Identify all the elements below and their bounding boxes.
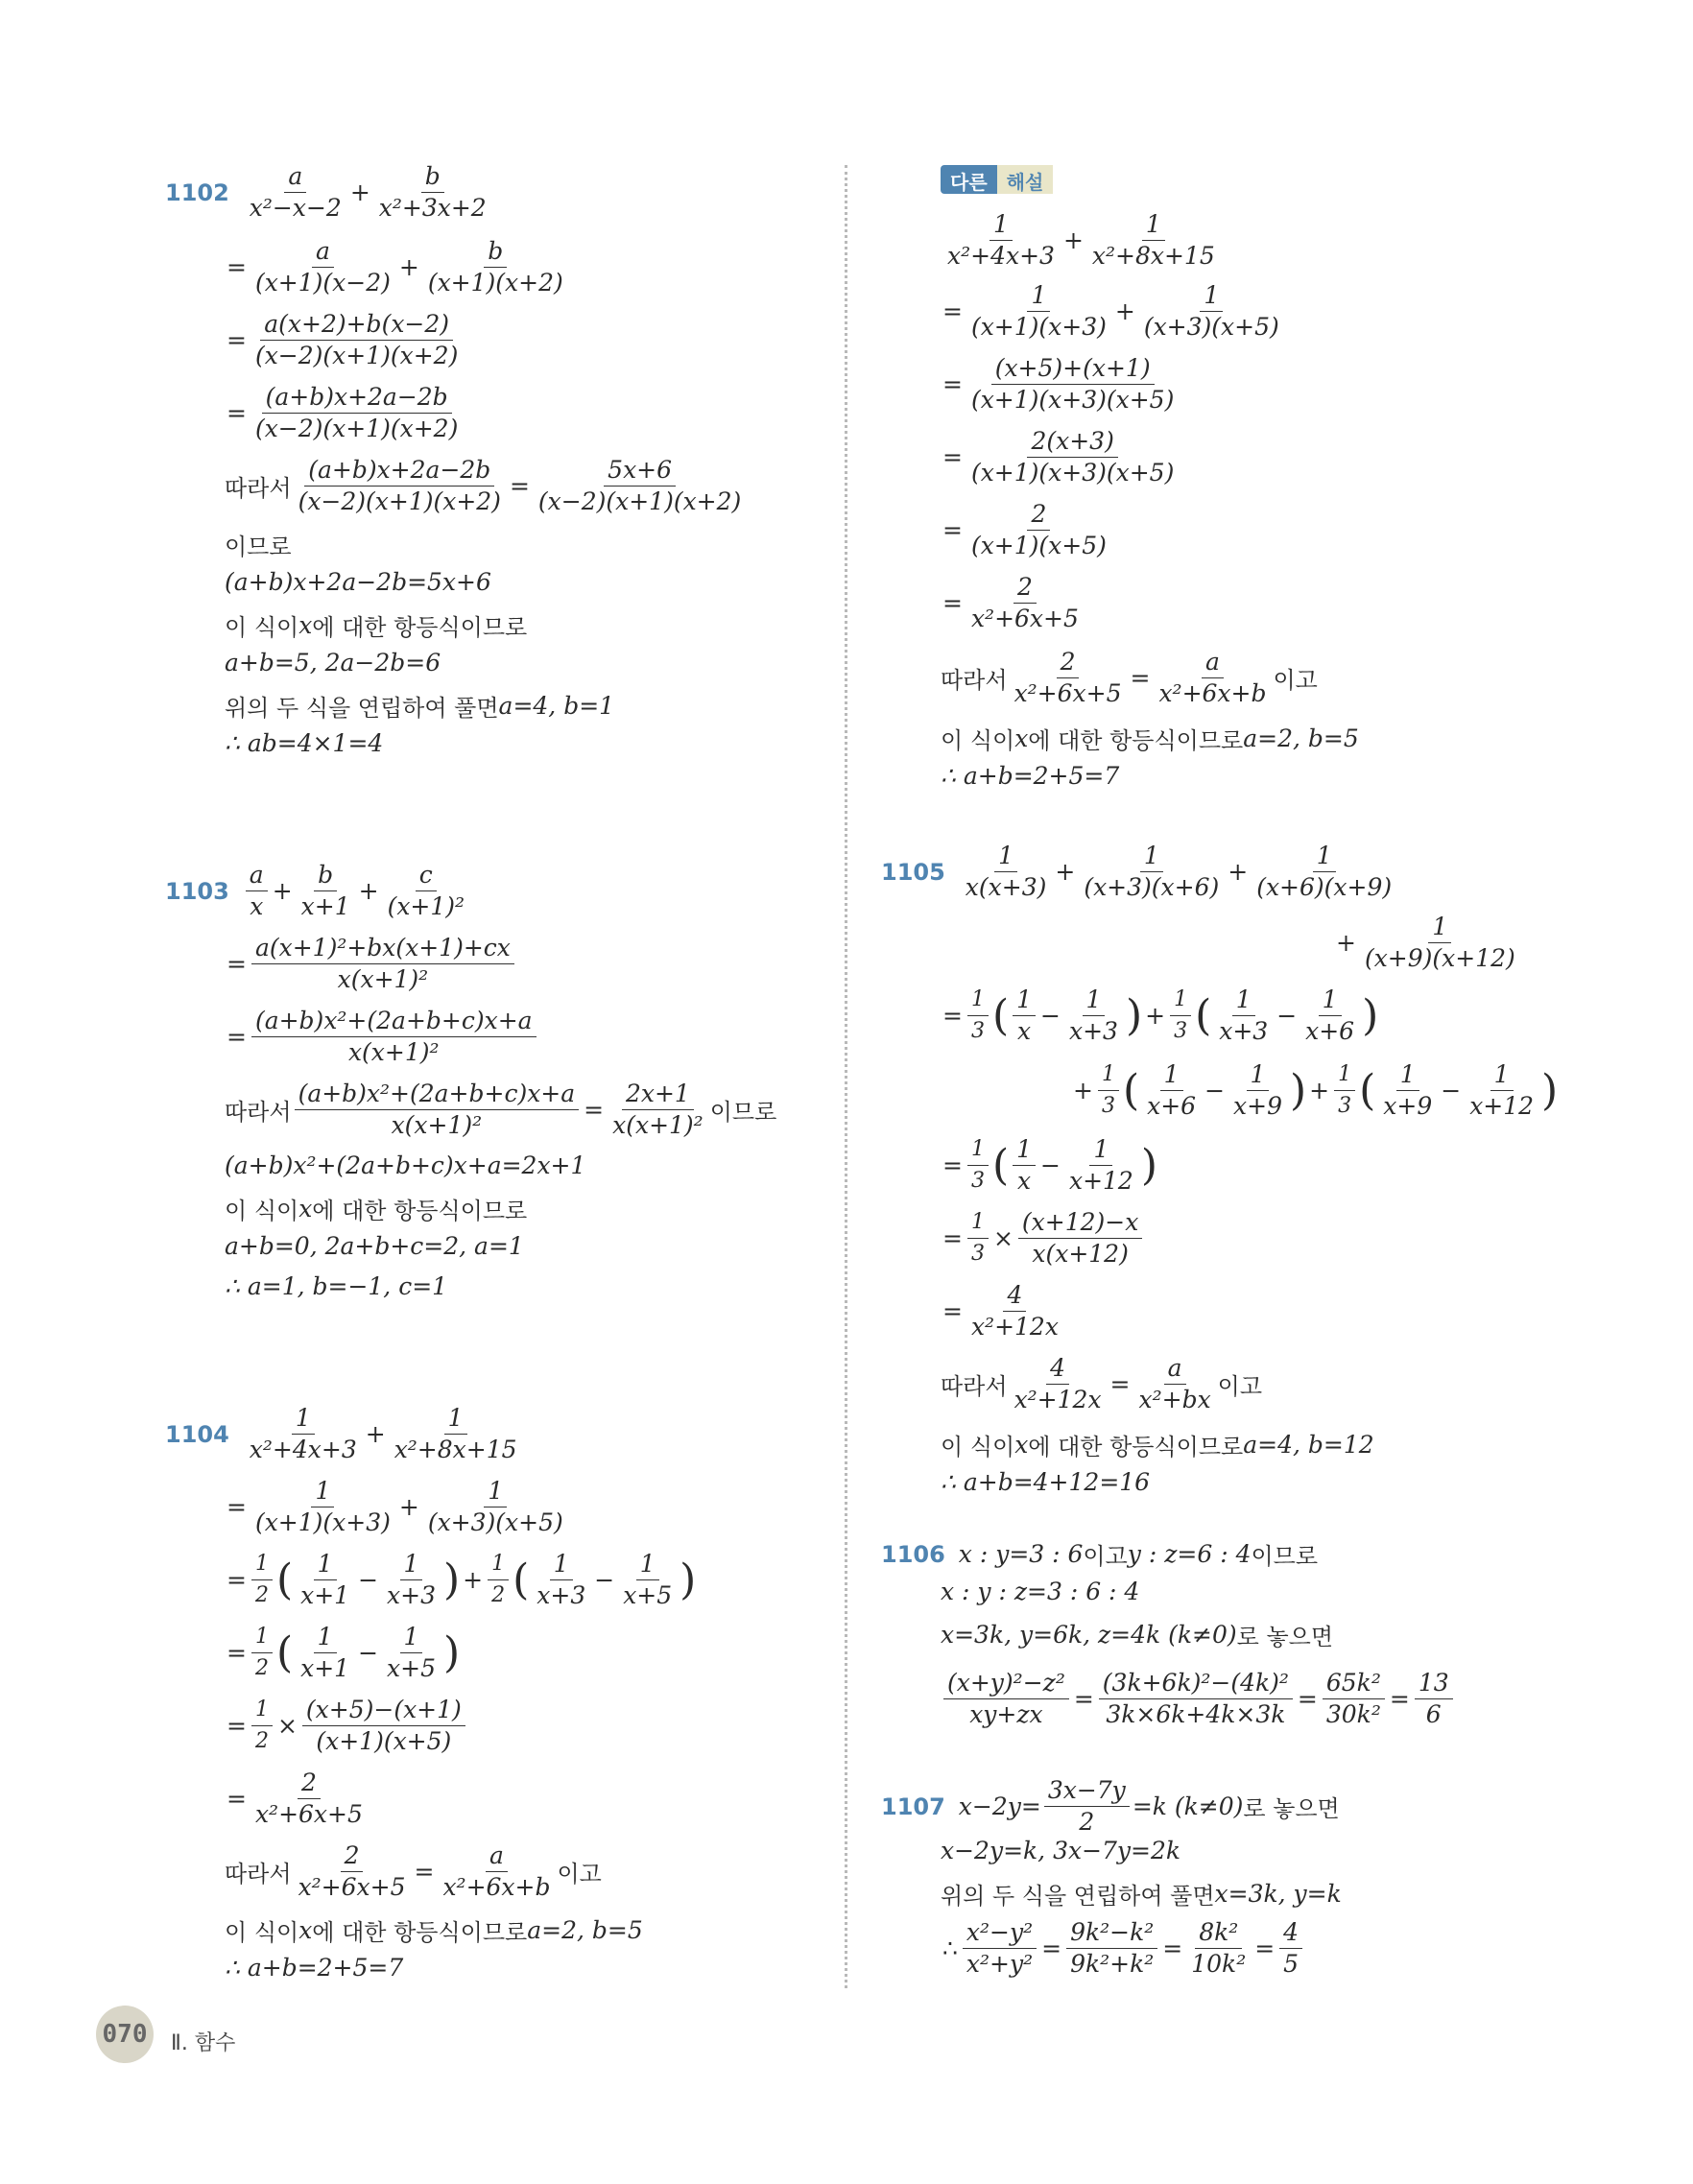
problem-1107-line-1: 1107 x−2y= $\frac{3x-7y}{2}$ =k (k≠0) 로 놓으면 xyxy=(881,1776,1340,1836)
problem-1104-line-7: 따라서 $\frac{2}{\text{x²+6x+5}}$ = $\frac{a}{\text{x²+6x+b}}$ 이고 xyxy=(225,1841,602,1901)
problem-1103-line-7: a+b=0, 2a+b+c=2, a=1 xyxy=(225,1232,524,1260)
alt-1104-line-2: = $\frac{1}{(x+1)(x+3)}$ + $\frac{1}{(x+3)(x+5)}$ xyxy=(942,281,1279,341)
problem-1102-line-7: (a+b)x+2a−2b=5x+6 xyxy=(225,568,491,596)
alt-1104-line-6: = $\frac{2}{\text{x²+6x+5}}$ xyxy=(942,573,1079,632)
problem-number: 1102 xyxy=(165,178,229,206)
problem-number: 1107 xyxy=(881,1792,945,1820)
problem-1102-line-1: 1102 $\frac{a}{\text{x²−x−2}}$ + $\frac{b}{\text{x²+3x+2}}$ xyxy=(165,163,493,222)
problem-number: 1103 xyxy=(165,877,229,905)
problem-1105-line-9: 이 식이 x 에 대한 항등식이므로 a=4, b=12 xyxy=(941,1431,1374,1460)
problem-1103-line-4: 따라서 $\frac{\text{(a+b)x²+(2a+b+c)x+a}}{\text{x(x+1)²}}$ = $\frac{2x+1}{\text{x(x+1)²}}$ 이므로 xyxy=(225,1080,777,1139)
problem-1104-line-1: 1104 $\frac{1}{\text{x²+4x+3}}$ + $\frac{1}{\text{x²+8x+15}}$ xyxy=(165,1404,517,1463)
problem-1103-line-2: = $\frac{\text{a(x+1)²+bx(x+1)+cx}}{\text{x(x+1)²}}$ xyxy=(225,935,517,993)
problem-1106-line-4: $\frac{\text{(x+y)²−z²}}{xy+zx}$ = $\frac{\text{(3k+6k)²−(4k)²}}{3k\times 6k+4k\times 3k}$ = $\frac{\text{65k²}}{\text{30k²}}$ = $\frac{13}{6}$ xyxy=(941,1670,1456,1728)
problem-1106-line-2: x : y : z=3 : 6 : 4 xyxy=(941,1578,1140,1605)
problem-1103-line-6: 이 식이 x 에 대한 항등식이므로 xyxy=(225,1195,528,1224)
problem-1105-line-2: + $\frac{1}{(x+9)(x+12)}$ xyxy=(1336,913,1515,972)
problem-1107-line-2: x−2y=k, 3x−7y=2k xyxy=(941,1837,1181,1864)
alt-1104-line-8: 이 식이 x 에 대한 항등식이므로 a=2, b=5 xyxy=(941,724,1359,754)
chapter-title: Ⅱ. 함수 xyxy=(171,2031,236,2055)
fraction: $\frac{a}{\text{x²−x−2}}$ xyxy=(249,162,342,222)
problem-1102-line-4: = $\frac{(a+b)x+2a-2b}{(x-2)(x+1)(x+2)}$ xyxy=(227,383,459,442)
problem-number: 1106 xyxy=(881,1540,945,1568)
alt-1104-line-7: 따라서 $\frac{2}{\text{x²+6x+5}}$ = $\frac{a}{\text{x²+6x+b}}$ 이고 xyxy=(941,648,1318,707)
problem-1105-line-7: = $\frac{4}{\text{x²+12x}}$ xyxy=(942,1281,1059,1341)
problem-1104-line-2: = $\frac{1}{(x+1)(x+3)}$ + $\frac{1}{(x+3)(x+5)}$ xyxy=(227,1477,563,1536)
alt-1104-line-9: ∴ a+b=2+5=7 xyxy=(941,762,1120,790)
problem-1106-line-3: x=3k, y=6k, z=4k (k≠0) 로 놓으면 xyxy=(941,1621,1334,1650)
page-number: 070 xyxy=(96,2006,154,2063)
problem-1106-line-1: 1106 x : y=3 : 6 이고 y : z=6 : 4 이므로 xyxy=(881,1540,1319,1570)
problem-1107-line-4: ∴ $\frac{\text{x²−y²}}{\text{x²+y²}}$ = $\frac{\text{9k²−k²}}{\text{9k²+k²}}$ = $\frac{\text{8k²}}{\text{10k²}}$ = $\frac{4}{5}$ xyxy=(941,1919,1305,1978)
problem-1104-line-5: = $\frac{1}{2}$ × $\frac{(x+5)-(x+1)}{(x+1)(x+5)}$ xyxy=(225,1697,468,1755)
problem-1102-line-5: 따라서 $\frac{(a+b)x+2a-2b}{(x-2)(x+1)(x+2)}$ = $\frac{5x+6}{(x-2)(x+1)(x+2)}$ xyxy=(225,456,742,515)
problem-1105-line-5: = $\frac{1}{3}$ ( $\frac{1}{x}$ − $\frac{1}{x+12}$ ) xyxy=(942,1135,1158,1195)
problem-1105-line-4: + $\frac{1}{3}$ ( $\frac{1}{x+6}$ − $\frac{1}{x+9}$ ) + $\frac{1}{3}$ ( $\frac{1}{x+9}$ − $\frac{1}{x+12}$ ) xyxy=(1073,1060,1559,1120)
problem-1102-line-3: = $\frac{a(x+2)+b(x-2)}{(x-2)(x+1)(x+2)}$ xyxy=(227,310,459,369)
alt-1104-line-4: = $\frac{2(x+3)}{(x+1)(x+3)(x+5)}$ xyxy=(942,427,1175,487)
problem-1105-line-10: ∴ a+b=4+12=16 xyxy=(941,1468,1151,1496)
problem-1107-line-3: 위의 두 식을 연립하여 풀면 x=3k, y=k xyxy=(941,1880,1342,1910)
problem-1105-line-3: = $\frac{1}{3}$ ( $\frac{1}{x}$ − $\frac{1}{x+3}$ ) + $\frac{1}{3}$ ( $\frac{1}{x+3}$ − $\frac{1}{x+6}$ ) xyxy=(942,985,1379,1045)
problem-1102-line-6: 이므로 xyxy=(225,534,292,560)
problem-1102-line-2: = $\frac{a}{(x+1)(x-2)}$ + $\frac{b}{(x+1)(x+2)}$ xyxy=(227,237,563,297)
fraction: $\frac{b}{\text{x²+3x+2}}$ xyxy=(378,162,487,222)
alternative-solution-badge: 다른 해설 xyxy=(941,165,1053,194)
problem-1104-line-9: ∴ a+b=2+5=7 xyxy=(225,1954,404,1982)
problem-1103-line-5: (a+b)x²+(2a+b+c)x+a=2x+1 xyxy=(225,1151,586,1179)
alt-1104-line-3: = $\frac{(x+5)+(x+1)}{(x+1)(x+3)(x+5)}$ xyxy=(942,354,1175,414)
problem-1104-line-6: = $\frac{2}{\text{x²+6x+5}}$ xyxy=(227,1769,363,1828)
problem-1103-line-3: = $\frac{\text{(a+b)x²+(2a+b+c)x+a}}{\text{x(x+1)²}}$ xyxy=(225,1008,539,1066)
problem-1104-line-8: 이 식이 x 에 대한 항등식이므로 a=2, b=5 xyxy=(225,1916,643,1946)
problem-1105-line-8: 따라서 $\frac{4}{\text{x²+12x}}$ = $\frac{a}{\text{x²+bx}}$ 이고 xyxy=(941,1354,1263,1413)
problem-1105-line-1: 1105 $\frac{1}{x(x+3)}$ + $\frac{1}{(x+3)(x+6)}$ + $\frac{1}{(x+6)(x+9)}$ xyxy=(881,842,1393,901)
problem-1103-line-8: ∴ a=1, b=−1, c=1 xyxy=(225,1272,448,1300)
problem-1102-line-11: ∴ ab=4×1=4 xyxy=(225,729,384,757)
problem-1102-line-9: a+b=5, 2a−2b=6 xyxy=(225,649,441,677)
problem-number: 1104 xyxy=(165,1420,229,1448)
problem-1103-line-1: 1103 $\frac{a}{x}$ + $\frac{b}{x+1}$ + $\frac{c}{\text{(x+1)²}}$ xyxy=(165,861,465,920)
problem-1102-line-8: 이 식이 x 에 대한 항등식이므로 xyxy=(225,611,528,641)
problem-1104-line-3: = $\frac{1}{2}$ ( $\frac{1}{x+1}$ − $\frac{1}{x+3}$ ) + $\frac{1}{2}$ ( $\frac{1}{x+3}$ − $\frac{1}{x+5}$ ) xyxy=(227,1550,697,1609)
problem-number: 1105 xyxy=(881,858,945,886)
problem-1102-line-10: 위의 두 식을 연립하여 풀면 a=4, b=1 xyxy=(225,692,615,722)
alt-1104-line-5: = $\frac{2}{(x+1)(x+5)}$ xyxy=(942,500,1107,559)
alt-1104-line-1: $\frac{1}{\text{x²+4x+3}}$ + $\frac{1}{\text{x²+8x+15}}$ xyxy=(947,210,1215,270)
column-divider xyxy=(845,165,847,1988)
problem-1104-line-4: = $\frac{1}{2}$ ( $\frac{1}{x+1}$ − $\frac{1}{x+5}$ ) xyxy=(227,1623,461,1682)
problem-1105-line-6: = $\frac{1}{3}$ × $\frac{(x+12)-x}{x(x+12)}$ xyxy=(941,1209,1145,1268)
